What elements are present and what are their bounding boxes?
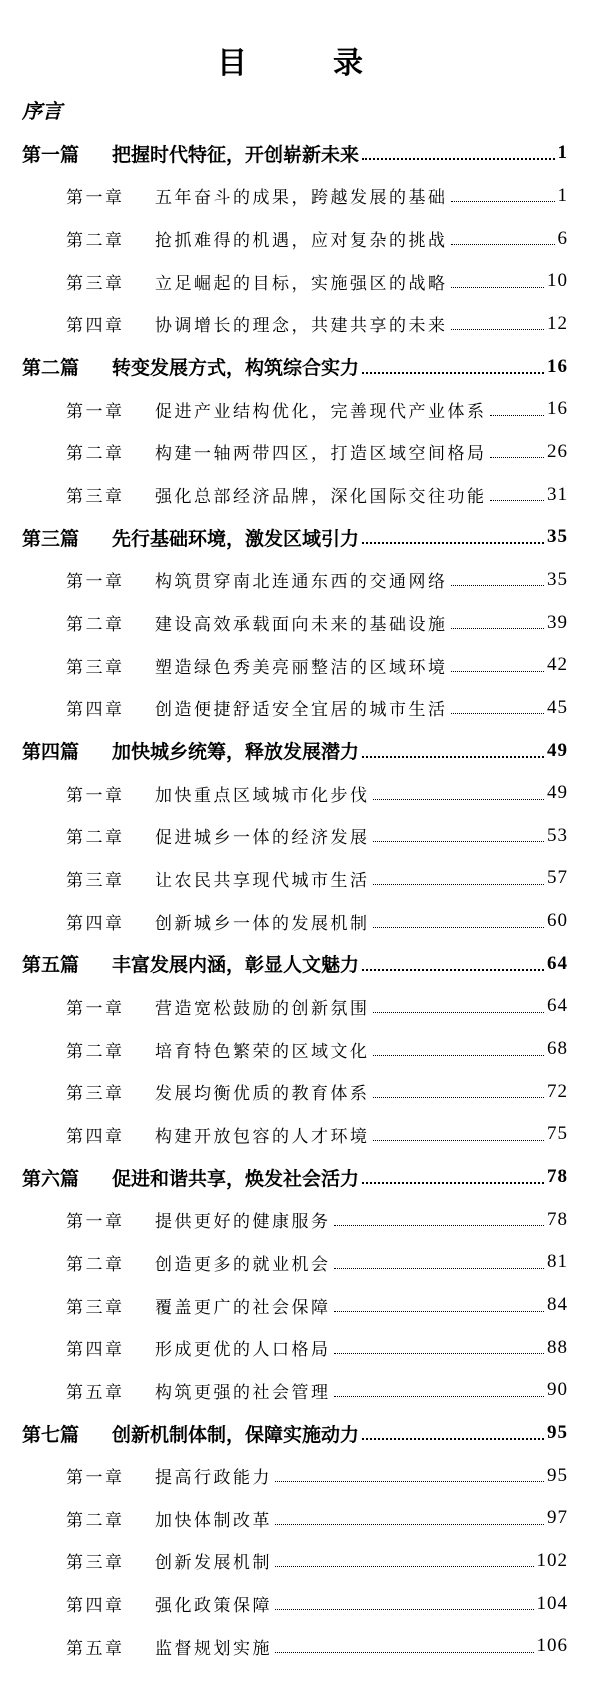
toc-chapter-entry[interactable] <box>0 388 608 431</box>
dot-leader <box>362 1182 544 1184</box>
entry-title: 建设高效承载面向未来的基础设施 <box>155 615 448 636</box>
entry-title: 促进和谐共享，焕发社会活力 <box>112 1167 360 1190</box>
dot-leader <box>275 1652 534 1653</box>
dot-leader <box>334 1225 545 1226</box>
entry-label: 第二章 <box>66 1510 125 1531</box>
entry-label: 第四章 <box>66 1340 125 1361</box>
page-number: 57 <box>547 867 568 889</box>
entry-label: 第一章 <box>66 401 125 422</box>
entry-label: 第三章 <box>66 1084 125 1105</box>
page-number: 16 <box>547 355 568 377</box>
entry-label: 第五章 <box>66 1382 125 1403</box>
dot-leader <box>373 1012 545 1013</box>
dot-leader <box>451 713 545 714</box>
page-number: 53 <box>547 824 568 846</box>
entry-title: 提供更好的健康服务 <box>155 1212 331 1233</box>
dot-leader <box>373 1140 545 1141</box>
page-number: 104 <box>536 1592 568 1614</box>
page-number: 60 <box>547 910 568 932</box>
dot-leader <box>275 1566 534 1567</box>
entry-label: 第三章 <box>66 870 125 891</box>
page-number: 102 <box>536 1549 568 1571</box>
entry-title: 覆盖更广的社会保障 <box>155 1297 331 1318</box>
entry-label: 第二章 <box>66 828 125 849</box>
page-number: 10 <box>547 270 568 292</box>
dot-leader <box>451 628 545 629</box>
toc-chapter-entry[interactable] <box>0 559 608 602</box>
dot-leader <box>275 1481 544 1482</box>
entry-label: 第二章 <box>66 1041 125 1062</box>
entry-title: 塑造绿色秀美亮丽整洁的区域环境 <box>155 657 448 678</box>
page-number: 16 <box>547 398 568 420</box>
entry-label: 第七篇 <box>22 1423 80 1446</box>
dot-leader <box>362 372 544 374</box>
entry-title: 创新发展机制 <box>155 1553 272 1574</box>
entry-label: 第四章 <box>66 316 125 337</box>
toc-preface-link[interactable]: 序言 <box>22 99 62 123</box>
toc-part-entry[interactable] <box>0 345 608 388</box>
toc-chapter-entry[interactable] <box>0 772 608 815</box>
toc-chapter-entry[interactable] <box>0 1582 608 1625</box>
dot-leader <box>451 201 555 202</box>
page-number: 75 <box>547 1123 568 1145</box>
entry-title: 丰富发展内涵，彰显人文魅力 <box>112 954 360 977</box>
page-number: 42 <box>547 654 568 676</box>
entry-title: 让农民共享现代城市生活 <box>155 870 370 891</box>
entry-title: 强化政策保障 <box>155 1596 272 1617</box>
entry-label: 第一章 <box>66 998 125 1019</box>
page-number: 64 <box>547 952 568 974</box>
entry-title: 加快城乡统筹，释放发展潜力 <box>112 741 360 764</box>
toc-part-entry[interactable] <box>0 1156 608 1199</box>
page-number: 88 <box>547 1336 568 1358</box>
entry-label: 第二章 <box>66 615 125 636</box>
entry-title: 协调增长的理念，共建共享的未来 <box>155 316 448 337</box>
page-number: 95 <box>547 1422 568 1444</box>
page-number: 35 <box>547 526 568 548</box>
entry-title: 构筑更强的社会管理 <box>155 1382 331 1403</box>
toc-chapter-entry[interactable] <box>0 303 608 346</box>
dot-leader <box>490 415 545 416</box>
entry-label: 第三章 <box>66 1297 125 1318</box>
entry-title: 创造更多的就业机会 <box>155 1254 331 1275</box>
dot-leader <box>490 457 545 458</box>
toc-chapter-entry[interactable] <box>0 985 608 1028</box>
page-number: 12 <box>547 312 568 334</box>
page-number: 45 <box>547 696 568 718</box>
entry-title: 构筑贯穿南北连通东西的交通网络 <box>155 572 448 593</box>
toc-chapter-entry[interactable] <box>0 900 608 943</box>
dot-leader <box>275 1524 544 1525</box>
entry-label: 第一章 <box>66 1468 125 1489</box>
dot-leader <box>490 500 545 501</box>
entry-title: 构建开放包容的人才环境 <box>155 1126 370 1147</box>
toc-chapter-entry[interactable] <box>0 815 608 858</box>
page-number: 49 <box>547 739 568 761</box>
dot-leader <box>373 841 545 842</box>
toc-chapter-entry[interactable] <box>0 1284 608 1327</box>
entry-title: 五年奋斗的成果，跨越发展的基础 <box>155 188 448 209</box>
dot-leader <box>451 287 545 288</box>
dot-leader <box>451 244 555 245</box>
toc-chapter-entry[interactable] <box>0 260 608 303</box>
page-number: 81 <box>547 1251 568 1273</box>
page-number: 39 <box>547 611 568 633</box>
entry-label: 第二章 <box>66 1254 125 1275</box>
entry-label: 第一章 <box>66 188 125 209</box>
entry-label: 第三章 <box>66 657 125 678</box>
dot-leader <box>362 969 544 971</box>
entry-title: 加快重点区域城市化步伐 <box>155 785 370 806</box>
entry-title: 促进产业结构优化，完善现代产业体系 <box>155 401 487 422</box>
dot-leader <box>373 927 545 928</box>
entry-title: 转变发展方式，构筑综合实力 <box>112 357 360 380</box>
dot-leader <box>334 1396 545 1397</box>
table-of-contents <box>0 132 608 1668</box>
page-number: 49 <box>547 782 568 804</box>
entry-label: 第四章 <box>66 1596 125 1617</box>
toc-chapter-entry[interactable] <box>0 1241 608 1284</box>
toc-chapter-entry[interactable] <box>0 175 608 218</box>
entry-label: 第四章 <box>66 700 125 721</box>
page-number: 26 <box>547 440 568 462</box>
dot-leader <box>373 799 545 800</box>
entry-label: 第三章 <box>66 273 125 294</box>
dot-leader <box>451 671 545 672</box>
entry-label: 第二章 <box>66 231 125 252</box>
toc-chapter-entry[interactable] <box>0 687 608 730</box>
dot-leader <box>451 585 545 586</box>
page-title: 目 录 <box>217 46 391 81</box>
entry-label: 第四章 <box>66 1126 125 1147</box>
toc-part-entry[interactable] <box>0 132 608 175</box>
toc-chapter-entry[interactable] <box>0 1369 608 1412</box>
entry-label: 第六篇 <box>22 1167 80 1190</box>
toc-chapter-entry[interactable] <box>0 857 608 900</box>
toc-chapter-entry[interactable] <box>0 1198 608 1241</box>
page-number: 31 <box>547 483 568 505</box>
entry-label: 第五章 <box>66 1638 125 1659</box>
entry-label: 第五篇 <box>22 954 80 977</box>
page-number: 35 <box>547 568 568 590</box>
dot-leader <box>373 884 545 885</box>
toc-chapter-entry[interactable] <box>0 1326 608 1369</box>
entry-label: 第一章 <box>66 785 125 806</box>
entry-label: 第三篇 <box>22 527 80 550</box>
page-number: 72 <box>547 1080 568 1102</box>
page-number: 1 <box>557 142 568 164</box>
dot-leader <box>362 158 554 160</box>
entry-label: 第一章 <box>66 572 125 593</box>
toc-chapter-entry[interactable] <box>0 601 608 644</box>
toc-chapter-entry[interactable] <box>0 644 608 687</box>
toc-part-entry[interactable] <box>0 516 608 559</box>
dot-leader <box>334 1353 545 1354</box>
page-number: 6 <box>557 227 568 249</box>
dot-leader <box>362 542 544 544</box>
entry-title: 立足崛起的目标，实施强区的战略 <box>155 273 448 294</box>
toc-chapter-entry[interactable] <box>0 217 608 260</box>
toc-part-entry[interactable] <box>0 1412 608 1455</box>
dot-leader <box>451 329 545 330</box>
entry-title: 创新机制体制，保障实施动力 <box>112 1423 360 1446</box>
entry-title: 先行基础环境，激发区域引力 <box>112 527 360 550</box>
page-number: 95 <box>547 1464 568 1486</box>
entry-title: 发展均衡优质的教育体系 <box>155 1084 370 1105</box>
dot-leader <box>334 1268 545 1269</box>
entry-label: 第一篇 <box>22 143 80 166</box>
dot-leader <box>373 1097 545 1098</box>
toc-chapter-entry[interactable] <box>0 431 608 474</box>
entry-title: 监督规划实施 <box>155 1638 272 1659</box>
entry-title: 强化总部经济品牌，深化国际交往功能 <box>155 487 487 508</box>
page-number: 1 <box>557 184 568 206</box>
entry-label: 第四章 <box>66 913 125 934</box>
toc-chapter-entry[interactable] <box>0 1113 608 1156</box>
entry-title: 形成更优的人口格局 <box>155 1340 331 1361</box>
entry-label: 第二篇 <box>22 357 80 380</box>
dot-leader <box>334 1311 545 1312</box>
entry-label: 第三章 <box>66 487 125 508</box>
page-number: 97 <box>547 1507 568 1529</box>
entry-label: 第二章 <box>66 444 125 465</box>
entry-title: 创造便捷舒适安全宜居的城市生活 <box>155 700 448 721</box>
page-number: 64 <box>547 995 568 1017</box>
page-number: 84 <box>547 1294 568 1316</box>
entry-title: 营造宽松鼓励的创新氛围 <box>155 998 370 1019</box>
entry-title: 促进城乡一体的经济发展 <box>155 828 370 849</box>
entry-title: 加快体制改革 <box>155 1510 272 1531</box>
toc-chapter-entry[interactable] <box>0 1454 608 1497</box>
page-number: 78 <box>547 1208 568 1230</box>
page-number: 68 <box>547 1038 568 1060</box>
toc-chapter-entry[interactable] <box>0 1625 608 1668</box>
entry-title: 提高行政能力 <box>155 1468 272 1489</box>
entry-label: 第三章 <box>66 1553 125 1574</box>
entry-title: 把握时代特征，开创崭新未来 <box>112 143 360 166</box>
entry-label: 第一章 <box>66 1212 125 1233</box>
dot-leader <box>362 1438 544 1440</box>
page-number: 78 <box>547 1166 568 1188</box>
entry-title: 培育特色繁荣的区域文化 <box>155 1041 370 1062</box>
entry-title: 构建一轴两带四区，打造区域空间格局 <box>155 444 487 465</box>
dot-leader <box>362 756 544 758</box>
toc-chapter-entry[interactable] <box>0 1497 608 1540</box>
toc-part-entry[interactable] <box>0 729 608 772</box>
page-number: 90 <box>547 1379 568 1401</box>
toc-chapter-entry[interactable] <box>0 1540 608 1583</box>
dot-leader <box>275 1609 534 1610</box>
page-number: 106 <box>536 1635 568 1657</box>
toc-chapter-entry[interactable] <box>0 1028 608 1071</box>
entry-title: 创新城乡一体的发展机制 <box>155 913 370 934</box>
toc-chapter-entry[interactable] <box>0 473 608 516</box>
dot-leader <box>373 1055 545 1056</box>
toc-part-entry[interactable] <box>0 942 608 985</box>
entry-label: 第四篇 <box>22 741 80 764</box>
entry-title: 抢抓难得的机遇，应对复杂的挑战 <box>155 231 448 252</box>
toc-chapter-entry[interactable] <box>0 1070 608 1113</box>
